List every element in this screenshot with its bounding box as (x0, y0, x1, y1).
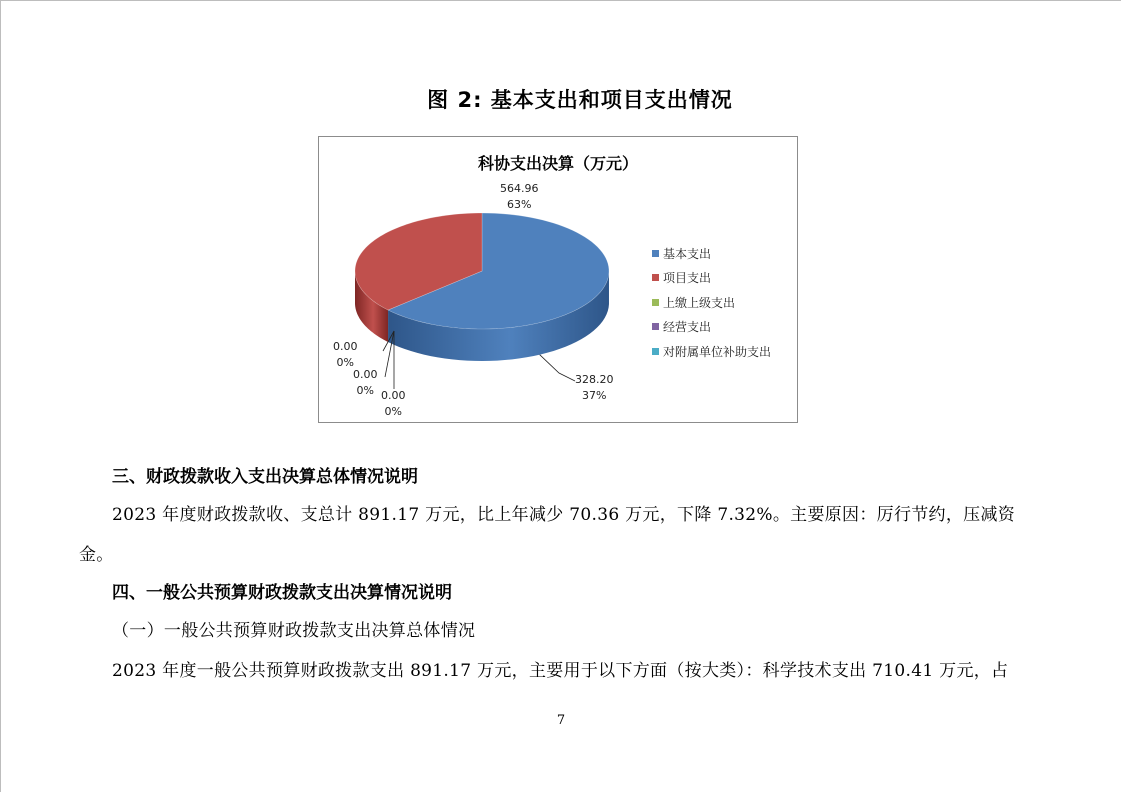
legend-swatch (652, 299, 659, 306)
figure-caption: 图 2: 基本支出和项目支出情况 (427, 88, 733, 112)
legend-item-subsidy (652, 339, 771, 364)
section4-subheading: （一）一般公共预算财政拨款支出决算总体情况 (112, 621, 476, 641)
legend-label: 上缴上级支出 (663, 295, 736, 310)
leader-line-project (540, 355, 575, 381)
legend-label: 项目支出 (663, 271, 712, 286)
page-number: 7 (556, 713, 566, 728)
section4-heading: 四、一般公共预算财政拨款支出决算情况说明 (112, 583, 452, 603)
legend-item-remit (652, 290, 771, 315)
legend-item-basic (652, 241, 771, 266)
legend-swatch (652, 250, 659, 257)
legend-swatch (652, 323, 659, 330)
data-label-value: 564.96 (500, 182, 539, 195)
legend-swatch (652, 274, 659, 281)
legend-item-operation (652, 315, 771, 340)
section3-heading: 三、财政拨款收入支出决算总体情况说明 (112, 467, 418, 487)
chart-legend (652, 241, 771, 364)
data-label-percent: 63% (507, 198, 532, 211)
section3-paragraph-line2: 金。 (79, 545, 114, 565)
section4-paragraph-line1: 2023 年度一般公共预算财政拨款支出 891.17 万元，主要用于以下方面（按大类）：科学技术支出 710.41 万元，占 (112, 661, 1009, 681)
data-label-percent: 37% (582, 389, 607, 402)
legend-label: 对附属单位补助支出 (663, 344, 772, 359)
pie-chart (318, 136, 798, 423)
data-label-value: 0.00 (353, 368, 378, 381)
legend-label: 基本支出 (663, 246, 712, 261)
data-label-operation (353, 367, 378, 399)
data-label-subsidy (381, 388, 406, 420)
data-label-percent: 0% (356, 384, 374, 397)
legend-label: 经营支出 (663, 320, 712, 335)
data-label-value: 0.00 (333, 340, 358, 353)
data-label-basic (500, 181, 539, 213)
data-label-project (575, 372, 614, 404)
data-label-percent: 0% (384, 405, 402, 418)
data-label-value: 0.00 (381, 389, 406, 402)
legend-swatch (652, 348, 659, 355)
section3-paragraph-line1: 2023 年度财政拨款收、支总计 891.17 万元，比上年减少 70.36 万元，下降 7.32%。主要原因：厉行节约，压减资 (112, 505, 1016, 525)
pie-tops (355, 213, 609, 329)
chart-title: 科协支出决算（万元） (477, 154, 638, 173)
legend-item-project (652, 266, 771, 291)
data-label-percent: 0% (336, 356, 354, 369)
data-label-value: 328.20 (575, 373, 614, 386)
